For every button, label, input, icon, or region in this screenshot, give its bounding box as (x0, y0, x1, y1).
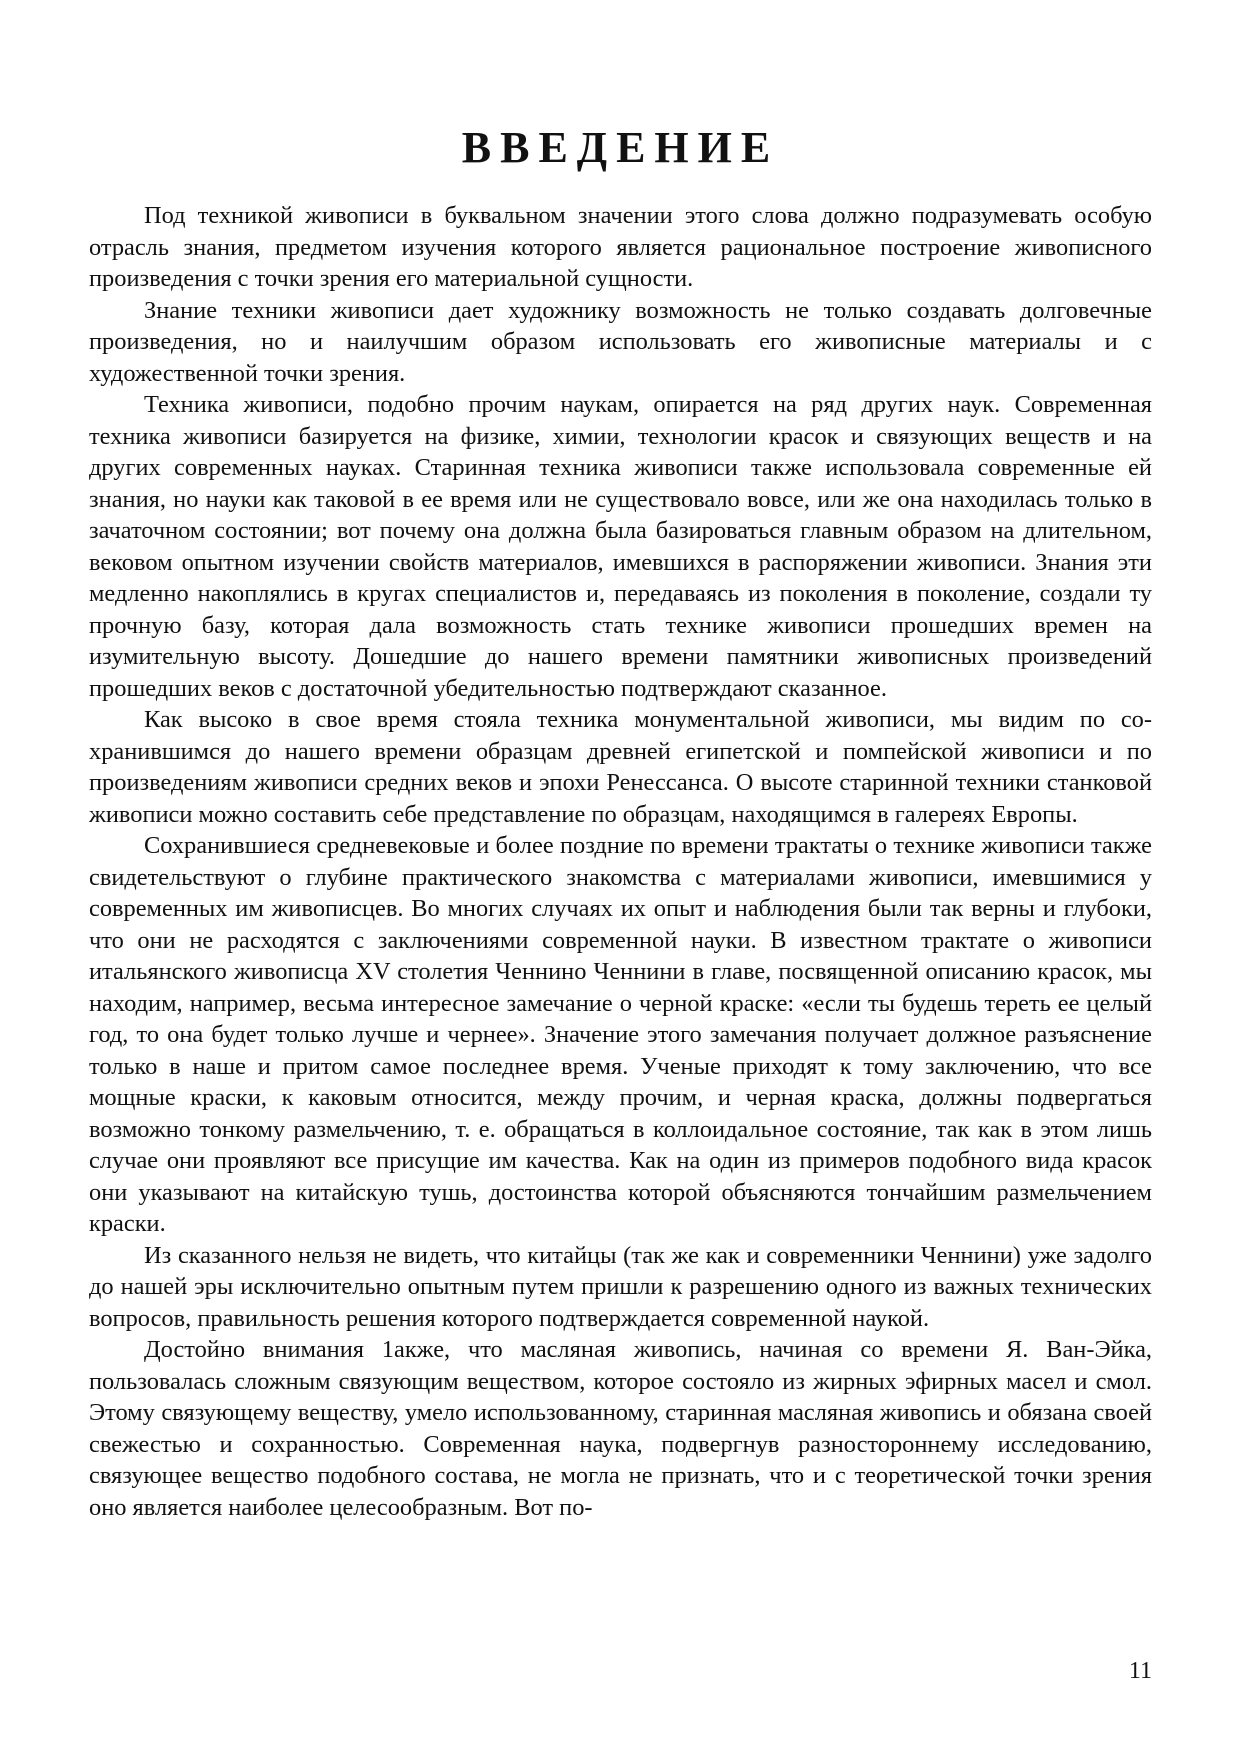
paragraph-1: Под техникой живописи в буквальном значении этого слова должно подразумевать особую отрасль знания, предметом изучения которого является рациональное построение живописного произведения с точки зрения его материальной сущности. (89, 202, 1152, 292)
page-number: 11 (1128, 1658, 1152, 1684)
chapter-title: ВВЕДЕНИЕ (461, 123, 780, 172)
body-text (89, 200, 1152, 1523)
paragraph-6: Из сказанного нельзя не видеть, что китайцы (так же как и современники Ченнини) уже задолго до нашей эры исключительно опытным путем пришли к разрешению одного из важных технических вопросов, правильность решения которого подтверждается современной наукой. (89, 1241, 1152, 1332)
paragraph-4: Как высоко в свое время стояла техника монументальной живописи, мы видим по сохранившимся до нашего времени образцам древней египетской и помпейской живописи и по произведениям живописи средних веков и эпохи Ренессанса. О высоте старинной техники станковой живописи можно составить себе представление по образцам, находящимся в галереях Европы. (89, 706, 1152, 828)
paragraph-2: Знание техники живописи дает художнику возможность не только создавать долговечные произведения, но и наилучшим образом использовать его живописные материалы и с художественной точки зрения. (89, 296, 1152, 387)
paragraph-5: Сохранившиеся средневековые и более поздние по времени трактаты о технике живописи также свидетельствуют о глубине практического знакомства с материалами живописи, имевшимися у современных им живописцев. Во многих случаях их опыт и наблюдения были так верны и глубоки, что они не расходятся с заключениями современной науки. В известном трактате о живописи итальянского живописца XV столетия Ченнино Ченнини в главе, посвященной описанию красок, мы находим, например, весьма интересное замечание о черной краске: «если ты будешь тереть ее целый год, то она будет только лучше и чернее». Значение этого замечания получает должное разъяснение только в наше и притом самое последнее время. Ученые приходят к тому заключению, что все мощные краски, к каковым относится, между прочим, и черная краска, должны подвергаться возможно тонкому размельчению, т. е. обращаться в коллоидальное состояние, так как в этом лишь случае они проявляют все присущие им качества. Как на один из примеров подобного вида красок они указывают на китайскую тушь, достоинства которой объясняются тончайшим размельчением краски. (89, 832, 1152, 1237)
paragraph-7: Достойно внимания 1акже, что масляная живопись, начиная со времени Я. Ван-Эйка, пользовалась сложным связующим веществом, которое состояло из жирных эфирных масел и смол. Этому связующему веществу, умело использованному, старинная масляная живопись и обязана своей свежестью и сохранностью. Современная наука, подвергнув разностороннему исследованию, связующее вещество подобного состава, не могла не признать, что и с теоретической точки зрения оно является наиболее целесообразным. Вот по- (89, 1336, 1152, 1521)
paragraph-3: Техника живописи, подобно прочим наукам, опирается на ряд других наук. Современная техника живописи базируется на физике, химии, технологии красок и связующих веществ и на других современных науках. Старинная техника живописи также использовала современные ей знания, но науки как таковой в ее время или не существовало вовсе, или же она находилась только в зачаточном состоянии; вот почему она должна была базироваться главным образом на длительном, вековом опытном изучении свойств материалов, имевшихся в распоряжении живописи. Знания эти медленно накоплялись в кругах специалистов и, передаваясь из поколения в поколение, создали ту прочную базу, которая дала возможность стать технике живописи прошедших времен на изумительную высоту. Дошедшие до нашего времени памятники живописных произведений прошедших веков с достаточной убедительностью подтверждают сказанное. (89, 391, 1152, 702)
